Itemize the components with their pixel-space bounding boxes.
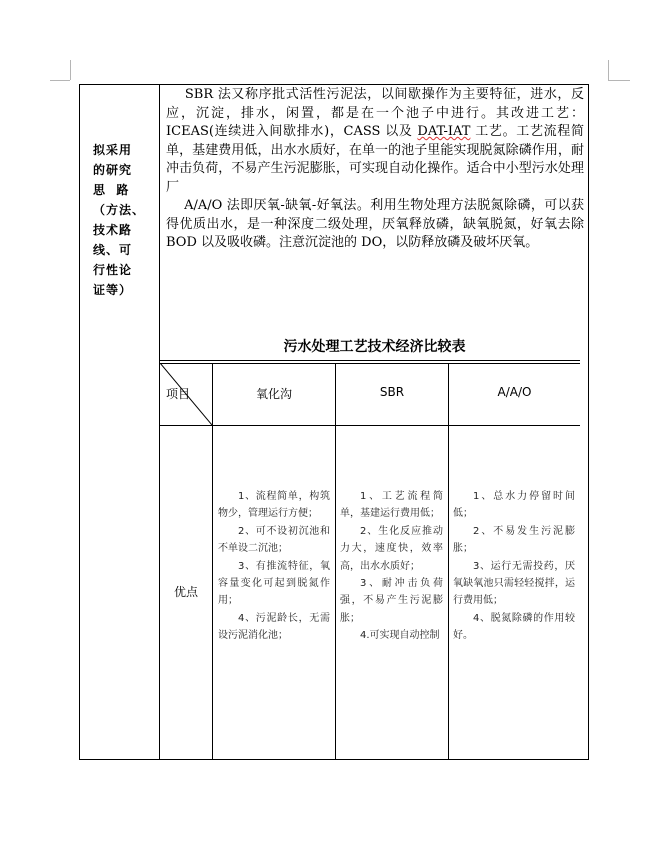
spellcheck-marked-word: DAT-IAT bbox=[417, 124, 471, 140]
cell-line: 2、生化反应推动力大，速度快，效率高，出水水质好； bbox=[340, 525, 443, 572]
table-column-divider bbox=[448, 363, 449, 760]
cell-line: 2、可不设初沉池和不单设二沉池； bbox=[218, 525, 330, 555]
crop-mark bbox=[70, 60, 71, 80]
cell-line: 3、运行无需投药，厌氧缺氧池只需轻轻搅拌，运行费用低； bbox=[453, 560, 575, 607]
paragraph-sbr-text-end: 工艺。工艺流程简单，基建费用低，出水水质好，在单一的池子里能实现脱氮除磷作用，耐冲击负荷，不易产生污泥膨胀，可实现自动化操作。适合中小型污水处理厂 bbox=[166, 124, 584, 195]
left-label-line: 的研究 bbox=[93, 163, 133, 177]
paragraph-sbr-text: SBR 法又称序批式活性污泥法，以间歇操作为主要特征，进水，反应，沉淀，排水，闲置，都是在一个池子中进行。其改进工艺：ICEAS(连续进入间歇排水)，CASS 以及 bbox=[166, 87, 585, 140]
cell-line: 4、脱氮除磷的作用较好。 bbox=[453, 612, 575, 642]
crop-mark bbox=[608, 80, 630, 81]
cell-line: 1、流程简单，构筑物少，管理运行方便； bbox=[218, 491, 330, 520]
paragraph-aao bbox=[166, 197, 584, 253]
cell-line: 4、污泥龄长，无需设污泥消化池； bbox=[218, 612, 330, 642]
table-top-border bbox=[160, 360, 580, 361]
left-label bbox=[93, 140, 147, 300]
table-top-border bbox=[160, 363, 580, 364]
crop-mark bbox=[608, 60, 609, 80]
table-title: 污水处理工艺技术经济比较表 bbox=[283, 339, 466, 355]
header-cell-oxidation-ditch: 氧化沟 bbox=[255, 387, 292, 401]
paragraph-aao-text: A/A/O 法即厌氧-缺氧-好氧法。利用生物处理方法脱氮除磷，可以获得优质出水，是一种深度二级处理，厌氧释放磷，缺氧脱氮，好氧去除 BOD 以及吸收磷。注意沉淀池的 DO，以防释放磷及破坏厌氧。 bbox=[166, 198, 584, 251]
table-cell-oxidation-ditch bbox=[218, 488, 330, 645]
left-label-line: 拟采用 bbox=[93, 143, 133, 157]
cell-line: 3、有推流特征，氧容量变化可起到脱氮作用； bbox=[218, 560, 330, 607]
table-column-divider bbox=[212, 363, 213, 760]
cell-line: 2、不易发生污泥膨胀； bbox=[453, 525, 575, 555]
cell-line: 1、工艺流程简单，基建运行费用低； bbox=[340, 491, 443, 520]
left-label-line: 证等） bbox=[93, 283, 133, 297]
left-label-line: 技术路 bbox=[93, 223, 133, 237]
cell-line: 1、总水力停留时间低； bbox=[453, 491, 575, 520]
crop-mark bbox=[50, 80, 70, 81]
table-header-divider bbox=[160, 425, 580, 426]
left-label-line: 行性论 bbox=[93, 263, 133, 277]
header-cell-aao: A/A/O bbox=[497, 385, 532, 399]
left-label-line: 思 路 bbox=[93, 183, 130, 197]
cell-line: 4.可实现自动控制 bbox=[360, 630, 440, 642]
paragraph-sbr bbox=[166, 86, 584, 198]
table-cell-sbr bbox=[340, 488, 443, 645]
cell-line: 3、耐冲击负荷强，不易产生污泥膨胀； bbox=[340, 578, 443, 624]
table-column-divider bbox=[335, 363, 336, 760]
row-label-advantages: 优点 bbox=[173, 585, 198, 599]
header-cell-sbr: SBR bbox=[379, 385, 405, 399]
table-cell-aao bbox=[453, 488, 575, 645]
left-label-line: （方法、 bbox=[93, 203, 146, 217]
left-label-line: 线、可 bbox=[93, 243, 133, 257]
header-cell-item: 项目 bbox=[166, 387, 191, 401]
